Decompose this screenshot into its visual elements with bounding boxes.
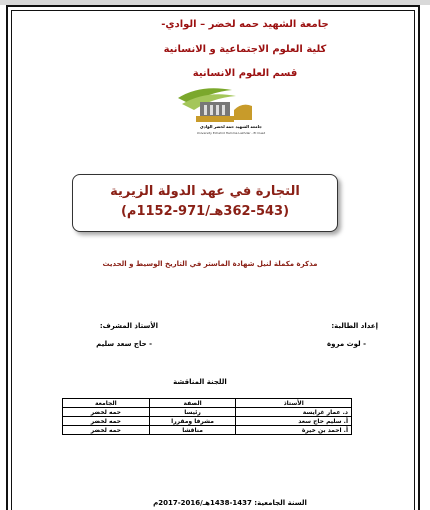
thesis-title-box	[72, 174, 338, 232]
faculty-name: كلية العلوم الاجتماعية و الانسانية	[163, 44, 327, 55]
member-role: رئيسا	[149, 408, 236, 417]
committee-table	[62, 398, 352, 435]
committee-title: اللجنة المناقشة	[173, 378, 227, 386]
academic-year: السنة الجامعية: 1437-1438هـ/2016-2017م	[153, 499, 307, 507]
supervisor-name: - حاج سعد سليم	[96, 340, 152, 348]
member-role: مشرفا ومقررا	[149, 417, 236, 426]
department-name: قسم العلوم الانسانية	[192, 68, 298, 79]
member-university: حمه لخضر	[63, 417, 150, 426]
table-row	[63, 426, 352, 435]
member-name: أ. سليم حاج سعد	[236, 417, 352, 426]
university-name: جامعة الشهيد حمه لخضر – الوادي-	[161, 19, 329, 30]
member-role: مناقشا	[149, 426, 236, 435]
table-row	[63, 408, 352, 417]
logo-caption-en: University Echahid Hamma Lakhdar - El Oued	[196, 131, 266, 135]
member-name: أ. احمد بن خيرة	[236, 426, 352, 435]
member-name: د. عمار غرايسة	[236, 408, 352, 417]
thesis-subtitle: مذكرة مكملة لنيل شهادة الماستر في التاريخ الوسيط و الحديث	[102, 260, 318, 268]
logo-caption-ar: جامعة الشهيد حمه لخضر الوادي	[200, 124, 262, 129]
supervisor-label: الأستاذ المشرف:	[99, 322, 158, 330]
header-role: الصفة	[149, 399, 236, 408]
table-row	[63, 417, 352, 426]
member-university: حمه لخضر	[63, 426, 150, 435]
thesis-title: التجارة في عهد الدولة الزيرية	[110, 184, 300, 199]
member-university: حمه لخضر	[63, 408, 150, 417]
committee-table-header	[63, 399, 352, 408]
thesis-dates: (362-543هـ/971-1152م)	[120, 204, 290, 219]
header-university: الجامعة	[63, 399, 150, 408]
header-professor: الأستاذ	[236, 399, 352, 408]
student-name: - لوث مروة	[326, 340, 366, 348]
prepared-by-label: إعداد الطالبة:	[331, 322, 378, 330]
university-logo	[170, 80, 270, 142]
